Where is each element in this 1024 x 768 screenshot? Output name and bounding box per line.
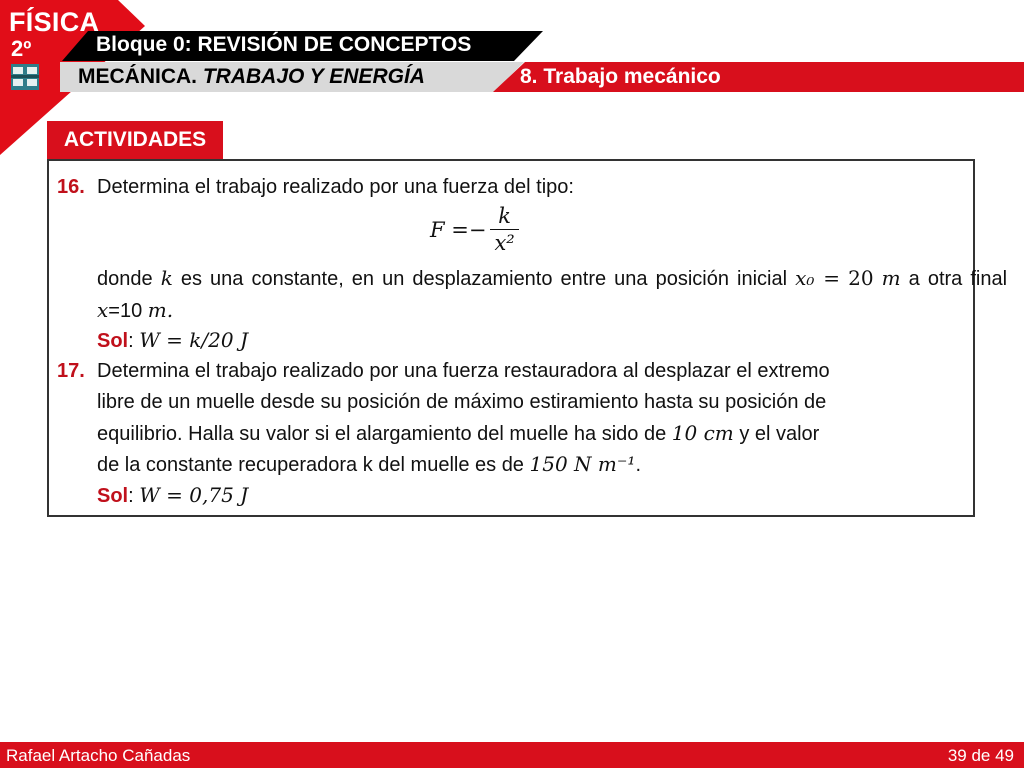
solution-label: Sol xyxy=(97,485,129,507)
activity-17-line4 xyxy=(57,449,1007,481)
footer-bar xyxy=(0,742,1024,768)
solution-value: W = 0,75 J xyxy=(139,483,249,507)
activity-17 xyxy=(57,356,967,387)
var-k: k xyxy=(160,266,173,290)
activities-tab: ACTIVIDADES xyxy=(47,121,223,159)
topic-title xyxy=(78,65,425,89)
activity-16-body xyxy=(57,263,1007,327)
body-text: . xyxy=(635,454,641,476)
section-title: 8. Trabajo mecánico xyxy=(520,65,721,88)
x0-value: 20 xyxy=(848,266,874,290)
course-level: 2º xyxy=(11,36,32,61)
var-x: x xyxy=(97,298,109,322)
activity-number: 17. xyxy=(57,360,85,382)
author-name: Rafael Artacho Cañadas xyxy=(6,746,191,765)
topic-main: MECÁNICA. xyxy=(78,65,197,88)
body-text: equilibrio. Halla su valor si el alargamiento del muelle ha sido de xyxy=(97,423,667,445)
activity-17-solution: Sol: W = 0,75 J xyxy=(97,483,249,507)
activity-statement: Determina el trabajo realizado por una fuerza restauradora al desplazar el extremo xyxy=(97,360,830,382)
force-formula xyxy=(430,203,519,256)
page-number: 39 de 49 xyxy=(947,746,1014,765)
body-text: a otra final xyxy=(908,268,1008,290)
solution-value: W = k/20 J xyxy=(139,328,248,352)
body-text: es una constante, en un desplazamiento entre una posición inicial xyxy=(180,268,788,290)
formula-denominator: x² xyxy=(490,229,518,256)
solution-label: Sol xyxy=(97,330,129,352)
formula-minus: − xyxy=(468,217,487,242)
subject-title: FÍSICA xyxy=(9,7,100,37)
body-text: y el valor xyxy=(739,423,820,445)
x-value: =10 xyxy=(108,300,143,322)
activity-statement: Determina el trabajo realizado por una fuerza del tipo: xyxy=(97,176,574,198)
activity-17-line2: libre de un muelle desde su posición de máximo estiramiento hasta su posición de xyxy=(97,391,827,413)
formula-fraction xyxy=(490,203,518,256)
block-title: Bloque 0: REVISIÓN DE CONCEPTOS xyxy=(96,33,472,56)
formula-numerator: k xyxy=(498,204,511,228)
topic-sub: TRABAJO Y ENERGÍA xyxy=(202,65,425,88)
spring-constant-value: 150 N m⁻¹ xyxy=(529,452,636,476)
x0-unit: m xyxy=(881,266,901,290)
activity-17-line3 xyxy=(57,418,1007,450)
x-unit: m. xyxy=(147,298,174,322)
activity-16-solution: Sol: W = k/20 J xyxy=(97,328,248,352)
var-x0: x₀ = xyxy=(795,266,841,290)
body-text: donde xyxy=(97,268,153,290)
activity-number: 16. xyxy=(57,176,85,198)
stretch-value: 10 cm xyxy=(671,421,734,445)
activity-16 xyxy=(57,172,967,203)
body-text: de la constante recuperadora k del muelle es de xyxy=(97,454,524,476)
book-icon xyxy=(11,64,39,90)
formula-lhs: F = xyxy=(430,217,469,242)
